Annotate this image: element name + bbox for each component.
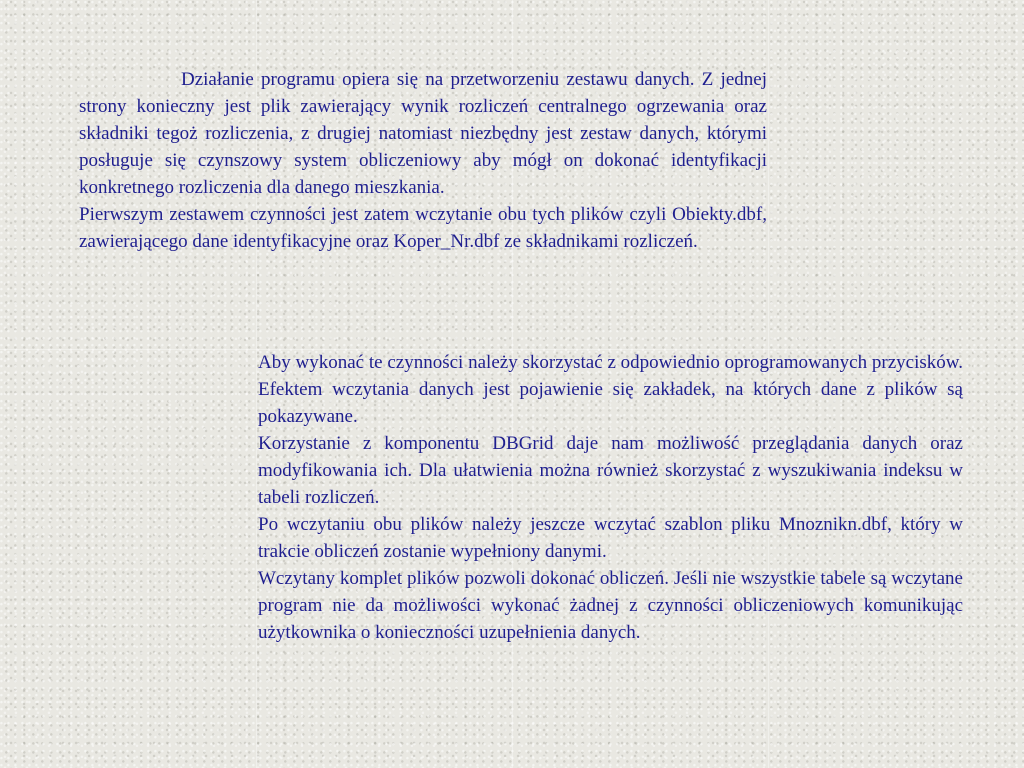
- paragraph: Po wczytaniu obu plików należy jeszcze wczytać szablon pliku Mnoznikn.dbf, który w trakcie obliczeń zostanie wypełniony danymi.: [258, 514, 963, 562]
- paragraph: Pierwszym zestawem czynności jest zatem wczytanie obu tych plików czyli Obiekty.dbf, zawierającego dane identyfikacyjne oraz Koper_Nr.dbf ze składnikami rozliczeń.: [79, 204, 767, 252]
- paragraph: Działanie programu opiera się na przetworzeniu zestawu danych. Z jednej strony konieczny jest plik zawierający wynik rozliczeń centralnego ogrzewania oraz składniki tegoż rozliczenia, z drugiej natomiast niezbędny jest zestaw danych, którymi posługuje się czynszowy system obliczeniowy aby mógł on dokonać identyfikacji konkretnego rozliczenia dla danego mieszkania.: [79, 69, 767, 198]
- paragraph: Aby wykonać te czynności należy skorzystać z odpowiednio oprogramowanych przycisków. Efektem wczytania danych jest pojawienie się zakładek, na których dane z plików są pokazywane.: [258, 352, 963, 427]
- text-block-intro: [79, 66, 767, 255]
- text-block-instructions: [258, 349, 963, 646]
- paragraph: Wczytany komplet plików pozwoli dokonać obliczeń. Jeśli nie wszystkie tabele są wczytane program nie da możliwości wykonać żadnej z czynności obliczeniowych komunikując użytkownika o konieczności uzupełnienia danych.: [258, 568, 963, 643]
- paragraph: Korzystanie z komponentu DBGrid daje nam możliwość przeglądania danych oraz modyfikowania ich. Dla ułatwienia można również skorzystać z wyszukiwania indeksu w tabeli rozliczeń.: [258, 433, 963, 508]
